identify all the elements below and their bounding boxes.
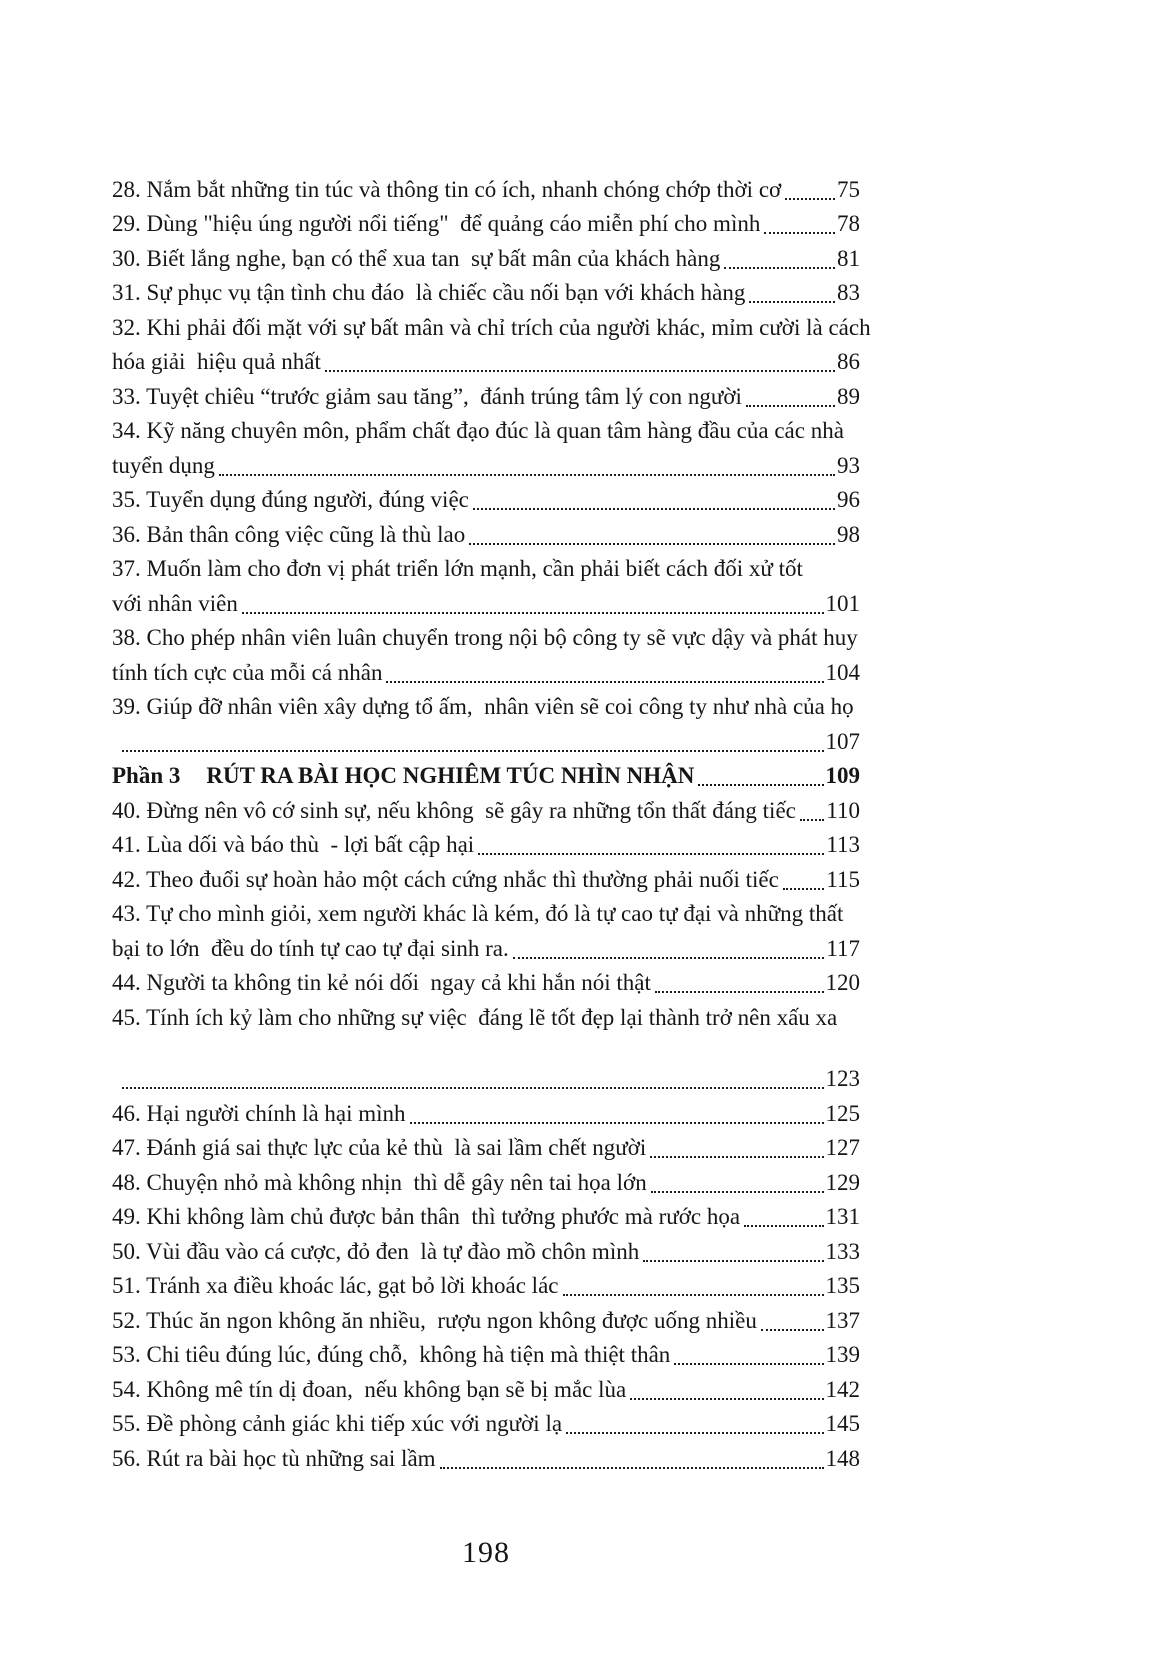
- dot-leader: [473, 508, 835, 510]
- toc-entry-page: 127: [825, 1135, 860, 1160]
- toc-entry: [112, 1405, 860, 1440]
- toc-entry-text: 46. Hại người chính là hại mình: [112, 1100, 406, 1126]
- toc-entry-page: 137: [825, 1307, 860, 1333]
- dot-leader: [219, 474, 835, 476]
- toc-entry: [112, 1129, 860, 1164]
- dot-leader: [469, 543, 835, 545]
- dot-leader: [325, 370, 835, 372]
- dot-leader: [655, 991, 824, 993]
- toc-entry-page: 125: [825, 1100, 860, 1126]
- toc-entry-text: 29. Dùng "hiệu úng người nổi tiếng" để quảng cáo miễn phí cho mình: [112, 211, 761, 236]
- dot-leader: [386, 681, 823, 683]
- toc-entry-continuation: [112, 343, 860, 378]
- dot-leader: [651, 1191, 824, 1193]
- toc-entry-text: 42. Theo đuổi sự hoàn hảo một cách cứng nhắc thì thường phải nuối tiếc: [112, 866, 779, 892]
- dot-leader: [650, 1156, 823, 1158]
- dot-leader: [783, 888, 825, 890]
- dot-leader: [674, 1363, 823, 1365]
- dot-leader: [630, 1398, 823, 1400]
- toc-entry-text: 41. Lùa dối và báo thù - lợi bất cập hại: [112, 832, 475, 857]
- toc-entry: [112, 481, 860, 516]
- toc-entry-page: 131: [825, 1204, 860, 1229]
- toc-entry-page: 96: [837, 487, 860, 512]
- toc-entry-text: tuyển dụng: [112, 452, 215, 478]
- toc-entry-page: 107: [825, 728, 860, 754]
- toc-entry-page: 135: [825, 1273, 860, 1298]
- toc-entry-page: 142: [825, 1376, 860, 1402]
- toc-entry-first-line: [112, 412, 860, 447]
- toc-entry-text: 36. Bản thân công việc cũng là thù lao: [112, 521, 466, 547]
- section-heading: [112, 757, 860, 792]
- dot-leader: [410, 1122, 824, 1124]
- toc-entry: [112, 964, 860, 999]
- toc-entry: [112, 170, 860, 205]
- toc-entry-first-line: [112, 619, 860, 654]
- dot-leader: [440, 1467, 824, 1469]
- toc-entry-continuation: [112, 584, 860, 619]
- toc-entry-text: 35. Tuyển dụng đúng người, đúng việc: [112, 487, 469, 512]
- dot-leader: [761, 1329, 824, 1331]
- toc-entry-text: 31. Sự phục vụ tận tình chu đáo là chiếc cầu nối bạn với khách hàng: [112, 280, 746, 305]
- toc-entry-text: 37. Muốn làm cho đơn vị phát triển lớn mạnh, cần phải biết cách đối xử tốt: [112, 556, 803, 581]
- toc-entry-continuation: [112, 653, 860, 688]
- footer-page-number: 198: [462, 1536, 510, 1569]
- toc-entry-text: với nhân viên: [112, 590, 238, 616]
- toc-entry-page: 101: [825, 590, 860, 616]
- toc-entry: [112, 1439, 860, 1474]
- toc-entry-text: 33. Tuyệt chiêu “trước giảm sau tăng”, đánh trúng tâm lý con người: [112, 383, 742, 409]
- toc-entry-text: bại to lớn đều do tính tự cao tự đại sinh ra.: [112, 935, 509, 961]
- toc-entry-continuation: [112, 446, 860, 481]
- toc-entry-page: 117: [826, 935, 860, 961]
- toc-entry-first-line: [112, 308, 871, 343]
- toc-entry-text: 49. Khi không làm chủ được bản thân thì tưởng phước mà rước họa: [112, 1204, 741, 1229]
- toc-entry-page: 75: [837, 176, 860, 202]
- toc-entry-text: 38. Cho phép nhân viên luân chuyển trong nội bộ công ty sẽ vực dậy và phát huy: [112, 625, 858, 650]
- toc-entry-text: 43. Tự cho mình giỏi, xem người khác là kém, đó là tự cao tự đại và những thất: [112, 901, 844, 926]
- dot-leader: [513, 957, 825, 959]
- dot-leader: [478, 853, 824, 855]
- toc-entry: [112, 1301, 860, 1336]
- toc-entry-text: 56. Rút ra bài học tù những sai lầm: [112, 1445, 436, 1471]
- toc-entry-page: 83: [837, 280, 860, 305]
- toc-entry: [112, 274, 860, 309]
- toc-entry-first-line: [112, 998, 860, 1033]
- toc-entry-page: 129: [825, 1169, 860, 1195]
- toc-entry-text: 40. Đừng nên vô cớ sinh sự, nếu không sẽ gây ra những tổn thất đáng tiếc: [112, 797, 796, 823]
- toc-entry-text: 45. Tính ích kỷ làm cho những sự việc đáng lẽ tốt đẹp lại thành trở nên xấu xa: [112, 1004, 838, 1030]
- toc-entry-text: 50. Vùi đầu vào cá cược, đỏ đen là tự đào mồ chôn mình: [112, 1238, 640, 1264]
- toc-entry-page: 115: [826, 866, 860, 892]
- toc-entry-page: 145: [825, 1411, 860, 1436]
- toc-entry-text: 55. Đề phòng cảnh giác khi tiếp xúc với người lạ: [112, 1411, 563, 1436]
- toc-entry-text: 30. Biết lắng nghe, bạn có thể xua tan sự bất mân của khách hàng: [112, 245, 721, 271]
- toc-entry-page: 98: [837, 521, 860, 547]
- dot-leader: [744, 1225, 823, 1227]
- toc-entry-page: 78: [837, 211, 860, 236]
- toc-entry: [112, 826, 860, 861]
- toc-entry-text: 47. Đánh giá sai thực lực của kẻ thù là sai lầm chết người: [112, 1135, 647, 1160]
- toc-entry-page: 104: [825, 659, 860, 685]
- toc-entry-text: 51. Tránh xa điều khoác lác, gạt bỏ lời khoác lác: [112, 1273, 559, 1298]
- toc-entry: [112, 515, 860, 550]
- toc-leader-row: [112, 722, 860, 757]
- toc-entry-page: 93: [837, 452, 860, 478]
- toc-entry-text: 53. Chi tiêu đúng lúc, đúng chỗ, không hà tiện mà thiệt thân: [112, 1342, 671, 1367]
- section-heading-page: 109: [825, 763, 860, 788]
- toc-entry: [112, 860, 860, 895]
- toc-entry-text: 28. Nắm bắt những tin túc và thông tin có ích, nhanh chóng chớp thời cơ: [112, 176, 782, 202]
- toc-entry-text: tính tích cực của mỗi cá nhân: [112, 659, 383, 685]
- toc-entry: [112, 1163, 860, 1198]
- dot-leader: [643, 1260, 823, 1262]
- toc-entry-text: 44. Người ta không tin kẻ nói dối ngay cả khi hắn nói thật: [112, 970, 651, 995]
- toc-entry: [112, 1336, 860, 1371]
- toc-entry-page: 148: [825, 1445, 860, 1471]
- toc-entry: [112, 1267, 860, 1302]
- dot-leader: [242, 612, 824, 614]
- toc-entry-continuation: [112, 929, 860, 964]
- toc-entry-first-line: [112, 688, 860, 723]
- toc-entry-page: 110: [826, 797, 860, 823]
- toc-entry: [112, 791, 860, 826]
- toc-entry-page: 133: [825, 1238, 860, 1264]
- toc-entry: [112, 1232, 860, 1267]
- dot-leader: [122, 750, 824, 752]
- section-heading-title: RÚT RA BÀI HỌC NGHIÊM TÚC NHÌN NHẬN: [206, 763, 695, 788]
- table-of-contents: [112, 170, 871, 1474]
- dot-leader: [800, 819, 824, 821]
- dot-leader: [122, 1087, 824, 1089]
- toc-entry: [112, 1370, 860, 1405]
- dot-leader: [566, 1432, 823, 1434]
- toc-entry-text: 48. Chuyện nhỏ mà không nhịn thì dễ gây nên tai họa lớn: [112, 1169, 647, 1195]
- dot-leader: [785, 198, 835, 200]
- toc-entry-text: 52. Thúc ăn ngon không ăn nhiều, rượu ngon không được uống nhiều: [112, 1307, 757, 1333]
- toc-entry-text: 54. Không mê tín dị đoan, nếu không bạn sẽ bị mắc lùa: [112, 1376, 627, 1402]
- toc-entry: [112, 239, 860, 274]
- toc-entry: [112, 1198, 860, 1233]
- dot-leader: [746, 405, 835, 407]
- toc-entry-page: 113: [826, 832, 860, 857]
- toc-entry-text: 39. Giúp đỡ nhân viên xây dựng tổ ấm, nhân viên sẽ coi công ty như nhà của họ: [112, 694, 854, 719]
- toc-entry-page: 139: [825, 1342, 860, 1367]
- toc-leader-row: [112, 1060, 860, 1095]
- dot-leader: [764, 232, 835, 234]
- toc-entry: [112, 377, 860, 412]
- dot-leader: [563, 1294, 824, 1296]
- dot-leader: [749, 301, 835, 303]
- toc-entry-first-line: [112, 895, 860, 930]
- toc-entry-first-line: [112, 550, 860, 585]
- toc-entry-page: 81: [837, 245, 860, 271]
- toc-entry-page: 86: [837, 349, 860, 374]
- toc-entry-text: 34. Kỹ năng chuyên môn, phẩm chất đạo đúc là quan tâm hàng đầu của các nhà: [112, 418, 844, 443]
- section-heading-label: Phần 3: [112, 763, 181, 788]
- toc-entry: [112, 205, 860, 240]
- toc-entry-page: 120: [825, 970, 860, 995]
- toc-entry: [112, 1094, 860, 1129]
- dot-leader: [724, 267, 835, 269]
- toc-entry-page: 123: [825, 1066, 860, 1091]
- toc-entry-text: 32. Khi phải đối mặt với sự bất mân và chỉ trích của người khác, mỉm cười là cách: [112, 314, 871, 340]
- toc-entry-text: hóa giải hiệu quả nhất: [112, 349, 321, 374]
- toc-entry-page: 89: [837, 383, 860, 409]
- dot-leader: [698, 784, 823, 786]
